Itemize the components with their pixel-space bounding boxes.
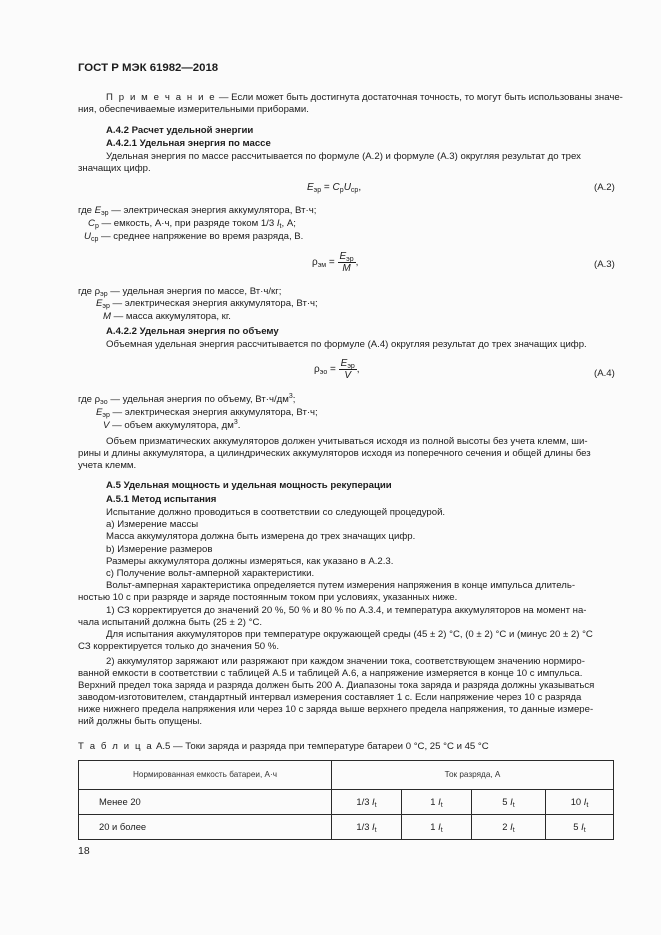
table-cell: 1/3 $I_t$ — [332, 790, 402, 815]
table-cell-capacity: Менее 20 — [79, 790, 332, 815]
table-cell: 2 $I_t$ — [472, 815, 546, 840]
section-a5-title: А.5 Удельная мощность и удельная мощность рекуперации — [106, 480, 392, 491]
note-text-1: — Если может быть достигнута достаточная точность, то могут быть использованы значе- — [216, 92, 623, 103]
formula-a4-number: (А.4) — [594, 368, 615, 379]
table-cell: 5 $I_t$ — [472, 790, 546, 815]
table-row — [79, 790, 614, 815]
table-cell: 1 $I_t$ — [402, 790, 472, 815]
body-line-5: Размеры аккумулятора должны измеряться, как указано в А.2.3. — [106, 556, 394, 567]
section-a421-title: А.4.2.1 Удельная энергия по массе — [106, 138, 271, 149]
item-1-line-2: чала испытаний должна быть (25 ± 2) °С. — [78, 617, 263, 628]
volume-paragraph-line-3: учета клемм. — [78, 460, 137, 471]
table-header-row — [79, 761, 614, 790]
item-2-line-5: ниже нижнего предела напряжения или через 10 с заряда выше верхнего предела напряжения, то данные измере- — [78, 704, 594, 715]
where-2-line-1: где $\rho_{эр}$ — удельная энергия по массе, Вт·ч/кг; — [78, 286, 282, 298]
note-line-1 — [106, 92, 623, 103]
formula-a2: $E_{эр} = C_рU_{ср}$, — [307, 182, 362, 194]
table-caption-label: Т а б л и ц а — [78, 741, 154, 752]
table-header-capacity: Нормированная емкость батареи, А·ч — [79, 761, 332, 790]
a422-paragraph: Объемная удельная энергия рассчитывается по формуле (А.4) округляя результат до трех значащих цифр. — [106, 339, 587, 350]
a421-paragraph-line-2: значащих цифр. — [78, 163, 151, 174]
where-2-line-3: M — масса аккумулятора, кг. — [103, 311, 231, 322]
item-2-line-1: 2) аккумулятор заряжают или разряжают при каждом значении тока, соответствующем значению нормиро- — [106, 656, 585, 667]
body-line-6: c) Получение вольт-амперной характеристики. — [106, 568, 315, 579]
where-3-line-1: где $\rho_{эо}$ — удельная энергия по объему, $Вт\cdot ч/дм^3$; — [78, 393, 296, 406]
body-line-2: а) Измерение массы — [106, 519, 199, 530]
item-2-line-6: ний должны быть опущены. — [78, 716, 203, 727]
formula-a3: $\rho_{эм}$ = $\frac{E_{эр}}{M}$ , — [312, 251, 359, 275]
item-2-line-3: Верхний предел тока заряда и разряда должен быть 200 А. Диапазоны тока заряда и разряда должны указываться — [78, 680, 595, 691]
where-1-line-2: $C_р$ — емкость, А·ч, при разряде током 1/3 $I_t$, А; — [88, 218, 296, 230]
formula-a2-number: (А.2) — [594, 182, 615, 193]
temp-paragraph-line-1: Для испытания аккумуляторов при температуре окружающей среды (45 ± 2) °С, (0 ± 2) °С и (минус 20 ± 2) °С — [106, 629, 593, 640]
where-1-line-1: где $E_{эр}$ — электрическая энергия аккумулятора, Вт·ч; — [78, 205, 317, 217]
table-cell: 1/3 $I_t$ — [332, 815, 402, 840]
table-cell: 10 $I_t$ — [546, 790, 614, 815]
volume-paragraph-line-2: рины и длины аккумулятора, а цилиндрических аккумуляторов исходя из поперечного сечения и общей длины без — [78, 448, 591, 459]
where-1-line-3: $U_{ср}$ — среднее напряжение во время разряда, В. — [84, 231, 304, 243]
table-caption — [78, 741, 489, 752]
note-label: П р и м е ч а н и е — [106, 92, 217, 103]
page-number: 18 — [78, 845, 90, 857]
document-header: ГОСТ Р МЭК 61982—2018 — [78, 62, 219, 74]
table-cell-capacity: 20 и более — [79, 815, 332, 840]
item-1-line-1: 1) СЗ корректируется до значений 20 %, 50 % и 80 % по А.3.4, и температура аккумуляторов на момент на- — [106, 605, 587, 616]
body-line-4: b) Измерение размеров — [106, 544, 213, 555]
where-2-line-2: $E_{эр}$ — электрическая энергия аккумулятора, Вт·ч; — [96, 298, 318, 310]
note-line-2: ния, обеспечиваемые измерительными приборами. — [78, 104, 309, 115]
temp-paragraph-line-2: СЗ корректируется только до значения 50 %. — [78, 641, 279, 652]
formula-a3-number: (А.3) — [594, 259, 615, 270]
table-a5 — [78, 760, 614, 840]
volume-paragraph-line-1: Объем призматических аккумуляторов должен учитываться исходя из полной высоты без учета клемм, ши- — [106, 436, 588, 447]
item-2-line-4: заводом-изготовителем, стандартный интервал измерения составляет 1 с. Если напряжение через 10 с разряда — [78, 692, 582, 703]
table-cell: 1 $I_t$ — [402, 815, 472, 840]
item-2-line-2: ванной емкости в соответствии с таблицей А.5 и таблицей А.6, а напряжение измеряется в конце 10 с импульса. — [78, 668, 583, 679]
section-a51-title: А.5.1 Метод испытания — [106, 494, 217, 505]
va-paragraph-line-1: Вольт-амперная характеристика определяется путем измерения напряжения в конце импульса длитель- — [106, 580, 576, 591]
table-cell: 5 $I_t$ — [546, 815, 614, 840]
where-3-line-2: $E_{эр}$ — электрическая энергия аккумулятора, Вт·ч; — [96, 407, 318, 419]
va-paragraph-line-2: ностью 10 с при разряде и заряде постоянным током при условиях, указанных ниже. — [78, 592, 458, 603]
table-header-current: Ток разряда, А — [332, 761, 614, 790]
section-a42-title: А.4.2 Расчет удельной энергии — [106, 125, 254, 136]
body-line-1: Испытание должно проводиться в соответствии со следующей процедурой. — [106, 507, 446, 518]
table-row — [79, 815, 614, 840]
a421-paragraph-line-1: Удельная энергия по массе рассчитывается по формуле (А.2) и формуле (А.3) округляя результат до трех — [106, 151, 581, 162]
formula-a4: $\rho_{эо}$ = $\frac{E_{эр}}{V}$ , — [314, 358, 360, 382]
table-caption-text: А.5 — Токи заряда и разряда при температуре батареи 0 °С, 25 °С и 45 °С — [153, 741, 489, 752]
body-line-3: Масса аккумулятора должна быть измерена до трех значащих цифр. — [106, 531, 416, 542]
where-3-line-3: V — объем аккумулятора, $дм^3$. — [103, 419, 241, 431]
section-a422-title: А.4.2.2 Удельная энергия по объему — [106, 326, 279, 337]
